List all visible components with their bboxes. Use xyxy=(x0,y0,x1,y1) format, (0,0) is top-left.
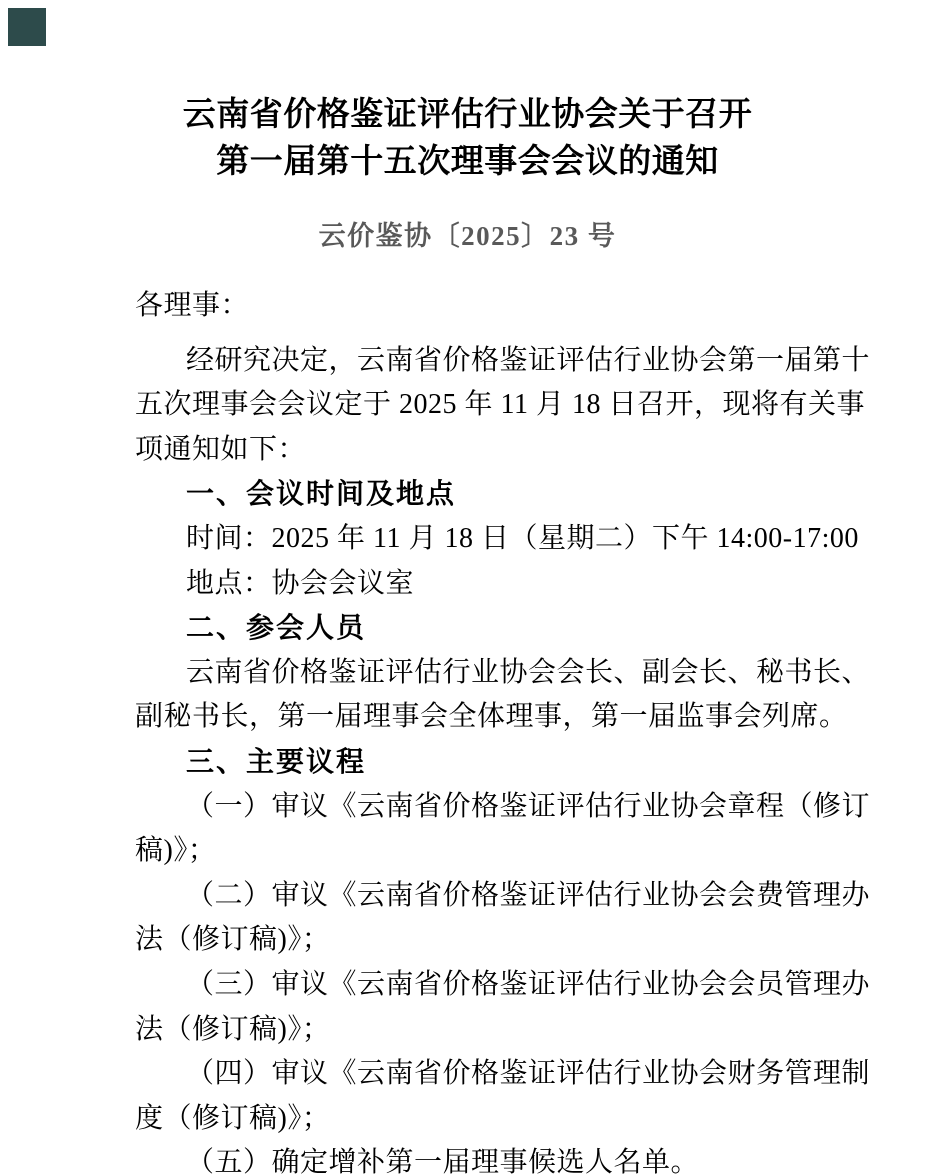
body-line: 副秘书长，第一届理事会全体理事，第一届监事会列席。 xyxy=(135,701,848,733)
body-line: 五次理事会会议定于 2025 年 11 月 18 日召开，现将有关事 xyxy=(135,389,865,421)
document-title-line-1: 云南省价格鉴证评估行业协会关于召开 xyxy=(182,97,753,133)
body-line-meeting-time: 时间：2025 年 11 月 18 日（星期二）下午 14:00-17:00 xyxy=(186,522,859,554)
section-heading-2: 二、参会人员 xyxy=(186,612,367,644)
body-line: 法（修订稿)》； xyxy=(135,924,331,956)
section-heading-1: 一、会议时间及地点 xyxy=(186,478,457,510)
body-line: 度（修订稿)》； xyxy=(135,1102,331,1134)
body-line-meeting-place: 地点：协会会议室 xyxy=(186,567,415,599)
document-body xyxy=(135,284,871,1174)
body-line-salutation: 各理事： xyxy=(135,290,250,321)
title-block xyxy=(0,0,935,186)
body-line: 云南省价格鉴证评估行业协会会长、副会长、秘书长、 xyxy=(186,656,871,688)
body-line-agenda-1: （一）审议《云南省价格鉴证评估行业协会章程（修订 xyxy=(186,790,871,822)
body-line-agenda-3: （三）审议《云南省价格鉴证评估行业协会会员管理办 xyxy=(186,968,871,1000)
body-line-agenda-5: （五）确定增补第一届理事候选人名单。 xyxy=(186,1147,700,1174)
body-line: 项通知如下： xyxy=(135,433,307,465)
section-heading-3: 三、主要议程 xyxy=(186,745,367,777)
corner-marker xyxy=(8,8,46,46)
body-line: 法（修订稿)》； xyxy=(135,1013,331,1045)
document-number: 云价鉴协〔2025〕23 号 xyxy=(318,221,617,251)
body-line: 经研究决定，云南省价格鉴证评估行业协会第一届第十 xyxy=(186,344,871,376)
body-line-agenda-2: （二）审议《云南省价格鉴证评估行业协会会费管理办 xyxy=(186,879,871,911)
body-line: 稿)》； xyxy=(135,835,217,867)
document-title-line-2: 第一届第十五次理事会会议的通知 xyxy=(216,144,719,180)
body-line-agenda-4: （四）审议《云南省价格鉴证评估行业协会财务管理制 xyxy=(186,1058,871,1090)
